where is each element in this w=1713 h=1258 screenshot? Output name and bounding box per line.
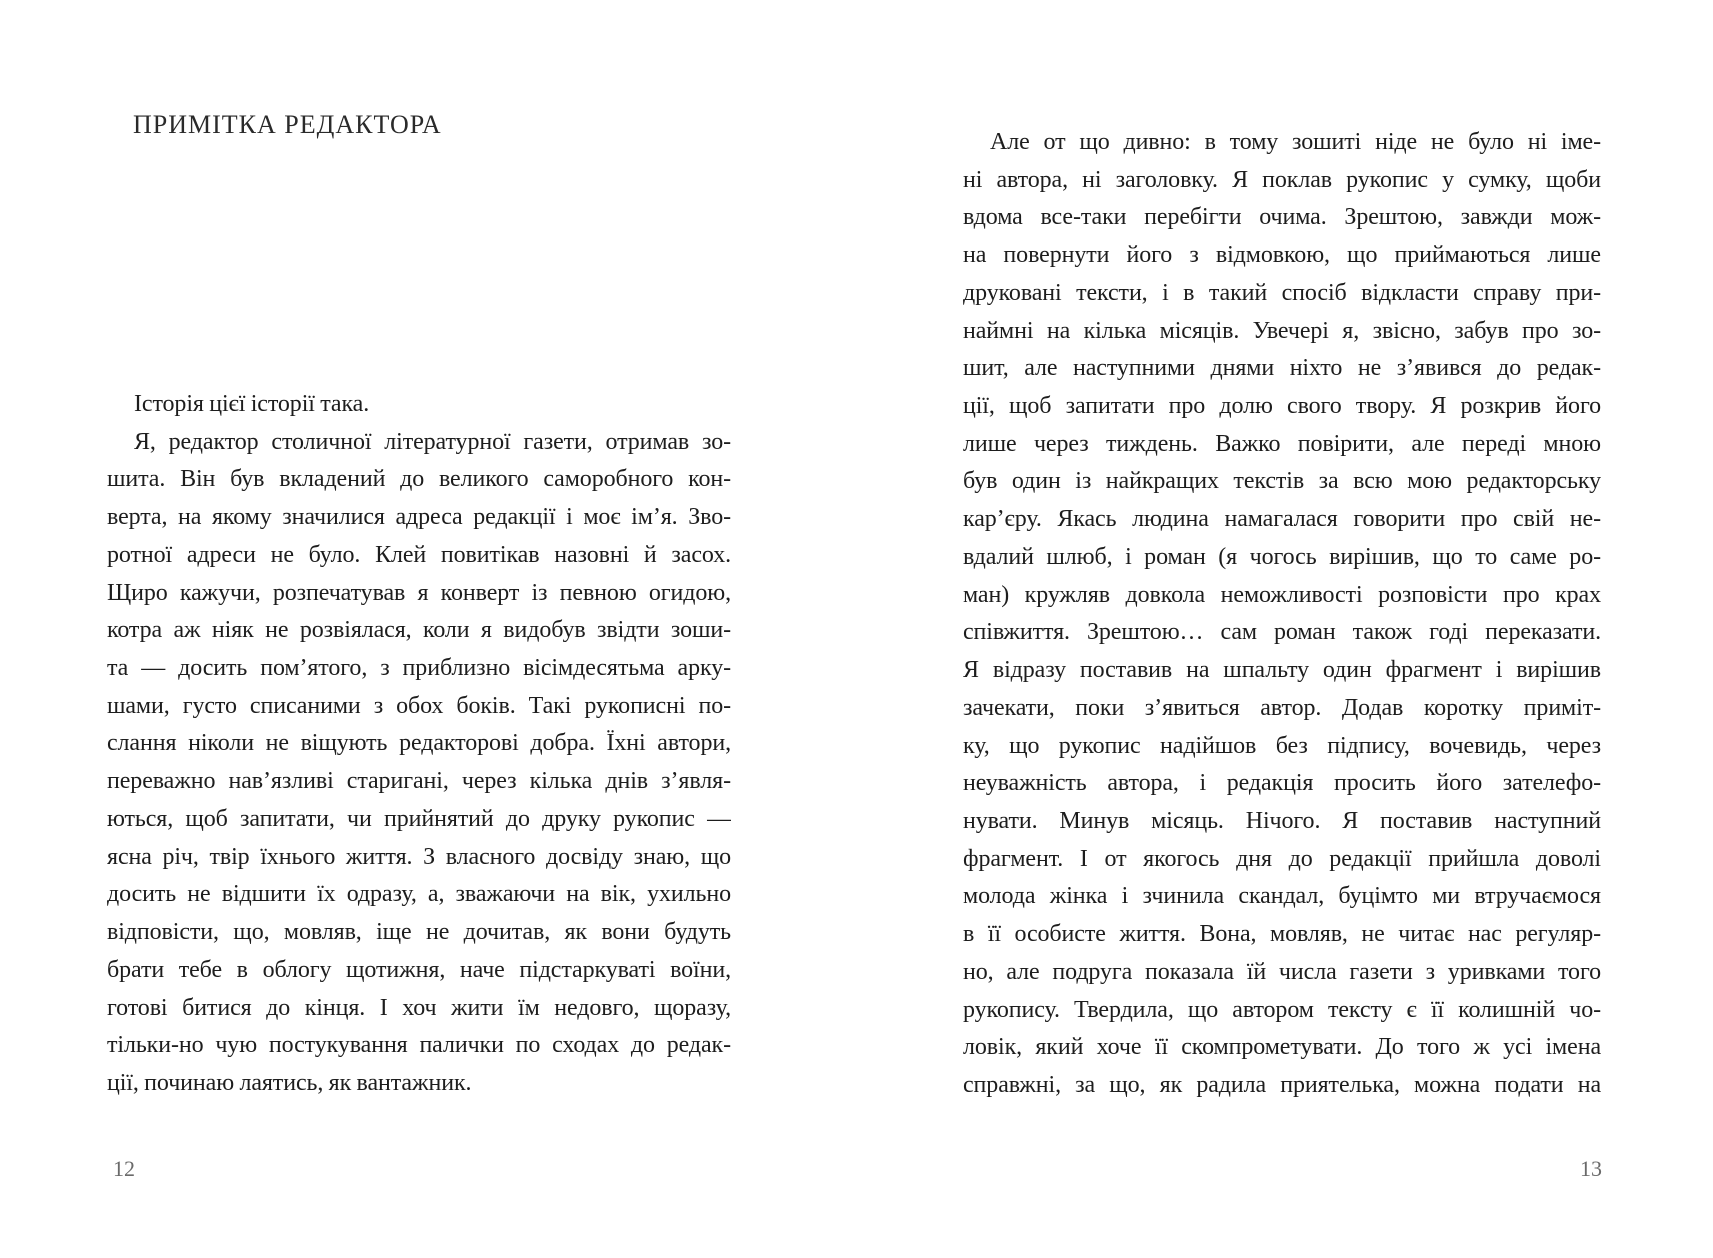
text-line: зачекати, поки з’явиться автор. Додав коротку приміт- [963,694,1601,721]
text-line: Історія цієї історії така. [134,391,370,417]
text-line: ції, щоб запитати про долю свого твору. Я розкрив його [963,393,1601,420]
text-line: ман) кружляв довкола неможливості розповісти про крах [963,581,1601,608]
text-line: слання ніколи не віщують редакторові добра. Їхні автори, [107,730,731,757]
text-line: лише через тиждень. Важко повірити, але переді мною [963,430,1601,457]
text-line: ловік, який хоче її скомпрометувати. До того ж усі імена [963,1034,1601,1061]
text-line: Я відразу поставив на шпальту один фрагмент і вирішив [963,657,1601,684]
text-line: котра аж ніяк не розвіялася, коли я видобув звідти зоши- [107,617,731,644]
text-line: фрагмент. І от якогось дня до редакції прийшла доволі [963,845,1601,872]
text-line: кар’єру. Якась людина намагалася говорити про свій не- [963,506,1601,533]
text-line: переважно нав’язливі старигані, через кілька днів з’явля- [107,768,731,795]
text-line: вдома все-таки перебігти очима. Зрештою, завжди мож- [963,204,1601,231]
text-line: неуважність автора, і редакція просить його зателефо- [963,770,1601,797]
text-line: ються, щоб запитати, чи прийнятий до друку рукопис — [107,805,731,832]
page-number-left: 12 [113,1156,135,1181]
chapter-heading: ПРИМІТКА РЕДАКТОРА [133,110,442,139]
text-line: Щиро кажучи, розпечатував я конверт із певною огидою, [107,579,731,606]
text-line: ні автора, ні заголовку. Я поклав рукопис у сумку, щоби [963,166,1601,193]
text-line: брати тебе в облогу щотижня, наче підстаркуваті воїни, [107,956,731,983]
text-line: досить не відшити їх одразу, а, зважаючи на вік, ухильно [107,881,731,908]
text-line: шит, але наступними днями ніхто не з’явився до редак- [963,355,1601,382]
right-page-text-block [963,124,1601,1105]
text-line: тільки-но чую постукування палички по сходах до редак- [107,1032,731,1059]
text-line: відповісти, що, мовляв, іще не дочитав, як вони будуть [107,919,731,946]
text-line: верта, на якому значилися адреса редакції і моє ім’я. Зво- [107,504,731,531]
text-line: готові битися до кінця. І хоч жити їм недовго, щоразу, [107,994,731,1021]
page-number-right: 13 [1580,1156,1602,1181]
text-line: шита. Він був вкладений до великого саморобного кон- [107,466,731,493]
text-line: на повернути його з відмовкою, що приймаються лише [963,242,1601,269]
text-line: ясна річ, твір їхнього життя. З власного досвіду знаю, що [107,843,731,870]
text-line: шами, густо списаними з обох боків. Такі рукописні по- [107,692,731,719]
text-line: нувати. Минув місяць. Нічого. Я поставив наступний [963,807,1601,834]
left-page-text-block [107,386,731,1103]
text-line: ротної адреси не було. Клей повитікав назовні й засох. [107,541,731,568]
text-line: співжиття. Зрештою… сам роман також годі переказати. [963,619,1601,646]
text-line: ку, що рукопис надійшов без підпису, вочевидь, через [963,732,1601,759]
text-line: но, але подруга показала їй числа газети з уривками того [963,958,1601,985]
text-line: наймні на кілька місяців. Увечері я, звісно, забув про зо- [963,317,1601,344]
text-line: був один із найкращих текстів за всю мою редакторську [963,468,1601,495]
text-line: в її особисте життя. Вона, мовляв, не читає нас регуляр- [963,921,1601,948]
text-line: рукопису. Твердила, що автором тексту є її колишній чо- [963,996,1601,1023]
text-line: Я, редактор столичної літературної газети, отримав зо- [134,428,731,455]
text-line: друковані тексти, і в такий спосіб відкласти справу при- [963,279,1601,306]
text-line: справжні, за що, як радила приятелька, можна подати на [963,1071,1601,1098]
text-line: Але от що дивно: в тому зошиті ніде не було ні іме- [990,129,1601,155]
text-line: вдалий шлюб, і роман (я чогось вирішив, що то саме ро- [963,543,1601,570]
text-line: ції, починаю лаятись, як вантажник. [107,1069,472,1096]
text-line: та — досить пом’ятого, з приблизно вісімдесятьма арку- [107,655,731,682]
text-line: молода жінка і зчинила скандал, буцімто ми втручаємося [963,883,1601,910]
